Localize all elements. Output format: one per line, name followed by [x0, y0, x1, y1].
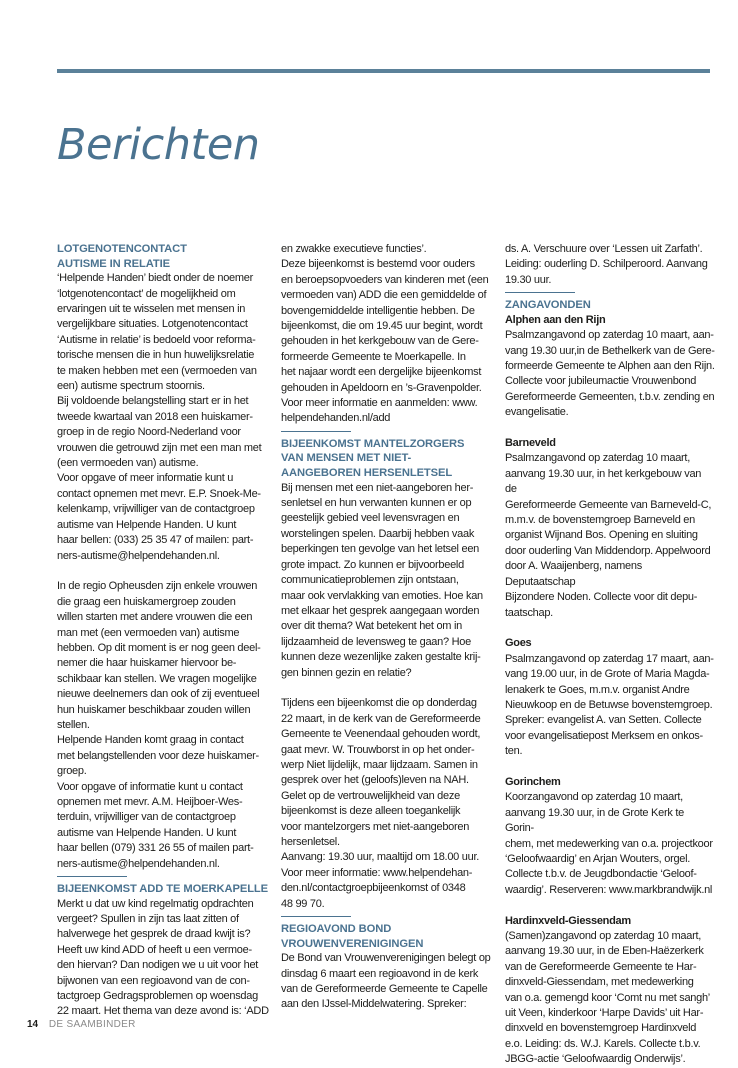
- heading-regioavond: REGIOAVOND BOND VROUWENVERENIGINGEN: [281, 923, 424, 950]
- page-number: 14: [27, 1019, 39, 1030]
- article-paragraph: Psalmzangavond op zaterdag 17 maart, aan- vang 19.00 uur, in de Grote of Maria Magda- lenakerk te Goes, m.m.v. organist Andre Nieuwkoop en de Betuwse bovenstemgroep. Spreker: evangelist A. van Setten. Collecte voor evangelisatiepost Merksem en onkos- ten.: [505, 652, 714, 758]
- article-paragraph: (Samen)zangavond op zaterdag 10 maart, aanvang 19.30 uur, in de Eben-Haëzerkerk van de Gereformeerde Gemeente te Har- dinxveld-Giessendam, met medewerking van o.a. gemengd koor ‘Comt nu met sangh’ uit Veen, kinderkoor ‘Harpe Davids’ uit Har- dinxveld en bovenstemgroep Hardinxveld e.o. Leiding: ds. W.J. Karels. Collecte t.b.v. JBGG-actie ‘Geloofwaardig Onderwijs’.: [505, 930, 710, 1066]
- page-footer: [27, 1019, 136, 1030]
- article-paragraph: De Bond van Vrouwenverenigingen belegt op dinsdag 6 maart een regioavond in de kerk van de Gereformeerde Gemeente te Capelle aan den IJssel-Middelwatering. Spreker:: [281, 952, 491, 1011]
- page-title: Berichten: [57, 120, 260, 170]
- heading-mantelzorgers: BIJEENKOMST MANTELZORGERS VAN MENSEN MET NIET- AANGEBOREN HERSENLETSEL: [281, 437, 465, 480]
- column-3: [505, 242, 715, 1068]
- section-divider: [281, 431, 351, 432]
- article-paragraph: Psalmzangavond op zaterdag 10 maart, aan- vang 19.30 uur,in de Bethelkerk van de Gere- formeerde Gemeente te Alphen aan den Rijn. Collecte voor jubileumactie Vrouwenbond Gereformeerde Gemeenten, t.b.v. zending en evangelisatie.: [505, 329, 715, 419]
- top-rule: [57, 69, 710, 73]
- article-paragraph: ‘Helpende Handen’ biedt onder de noemer ‘lotgenotencontact’ de mogelijkheid om ervaringen uit te wisselen met mensen in vergelijkbare situaties. Lotgenotencontact ‘Autisme in relatie’ is bedoeld voor reforma- torische mensen die in hun huwelijksrelatie te maken hebben met een (vermoeden van een) autisme spectrum stoornis. Bij voldoende belangstelling start er in het tweede kwartaal van 2018 een huiskamer- groep in de regio Noord-Nederland voor vrouwen die getrouwd zijn met een man met (een vermoeden van) autisme. Voor opgave of meer informatie kunt u contact opnemen met mevr. E.P. Snoek-Me- kelenkamp, vrijwilliger van de contactgroep autisme van Helpende Handen. U kunt haar bellen: (033) 25 35 47 of mailen: part- ners-autisme@helpendehanden.nl.: [57, 272, 262, 562]
- column-1: [57, 242, 277, 1020]
- section-divider: [505, 292, 575, 293]
- heading-zangavonden: ZANGAVONDEN: [505, 299, 591, 312]
- heading-lotgenotencontact: LOTGENOTENCONTACT AUTISME IN RELATIE: [57, 243, 187, 270]
- heading-add-moerkapelle: BIJEENKOMST ADD TE MOERKAPELLE: [57, 883, 269, 896]
- article-paragraph: Merkt u dat uw kind regelmatig opdrachten vergeet? Spullen in zijn tas laat zitten of halverwege het gesprek de draad kwijt is? Heeft uw kind ADD of heeft u een vermoe- den hiervan? Dan nodigen we u uit voor het bijwonen van een regioavond van de con- tactgroep Gedragsproblemen op woensdag 22 maart. Het thema van deze avond is: ‘ADD: [57, 897, 269, 1018]
- subheading-barneveld: Barneveld: [505, 437, 556, 450]
- article-paragraph: en zwakke executieve functies’. Deze bijeenkomst is bestemd voor ouders en beroepsopvoeders van kinderen met (een vermoeden van) ADD die een gemiddelde of bovengemiddelde intelligentie hebben. De bijeenkomst, die om 19.45 uur begint, wordt gehouden in het kerkgebouw van de Gere- formeerde Gemeente te Moerkapelle. In het najaar wordt een dergelijke bijeenkomst gehouden in Apeldoorn en ’s-Gravenpolder. Voor meer informatie en aanmelden: www. helpendehanden.nl/add: [281, 243, 489, 425]
- article-paragraph: ds. A. Verschuure over ‘Lessen uit Zarfath’. Leiding: ouderling D. Schilperoord. Aanvang 19.30 uur.: [505, 243, 708, 286]
- article-paragraph: Psalmzangavond op zaterdag 10 maart, aanvang 19.30 uur, in het kerkgebouw van de Gereformeerde Gemeente van Barneveld-C, m.m.v. de bovenstemgroep Barneveld en organist Wijnand Bos. Opening en sluiting door ouderling Van Middendorp. Appelwoord door A. Waaijenberg, namens Deputaatschap Bijzondere Noden. Collecte voor dit depu- taatschap.: [505, 452, 712, 619]
- subheading-alphen: Alphen aan den Rijn: [505, 313, 606, 326]
- section-divider: [281, 916, 351, 917]
- subheading-goes: Goes: [505, 637, 532, 650]
- magazine-name: DE SAAMBINDER: [48, 1019, 136, 1030]
- article-paragraph: Koorzangavond op zaterdag 10 maart, aanvang 19.30 uur, in de Grote Kerk te Gorin- chem, met medewerking van o.a. projectkoor ‘Geloofwaardig’ en Arjan Wouters, orgel. Collecte t.b.v. de Jeugdbondactie ‘Geloof- waardig’. Reserveren: www.markbrandwijk.nl: [505, 791, 713, 896]
- column-2: [281, 242, 493, 1013]
- subheading-gorinchem: Gorinchem: [505, 775, 561, 788]
- subheading-hardinxveld: Hardinxveld-Giessendam: [505, 914, 631, 927]
- article-paragraph: In de regio Opheusden zijn enkele vrouwen die graag een huiskamergroep zouden willen starten met andere vrouwen die een man met (een vermoeden van) autisme hebben. Op dit moment is er nog geen deel- nemer die haar huiskamer hiervoor be- schikbaar kan stellen. We vragen mogelijke nieuwe deelnemers dan ook of zij eventueel hun huiskamer beschikbaar zouden willen stellen. Helpende Handen komt graag in contact met belangstellenden voor deze huiskamer- groep. Voor opgave of informatie kunt u contact opnemen met mevr. A.M. Heijboer-Wes- terduin, vrijwilliger van de contactgroep autisme van Helpende Handen. U kunt haar bellen (079) 331 26 55 of mailen part- ners-autisme@helpendehanden.nl.: [57, 580, 261, 870]
- article-paragraph: Tijdens een bijeenkomst die op donderdag 22 maart, in de kerk van de Gereformeerde Gemeente te Veenendaal gehouden wordt, gaat mevr. W. Trouwborst in op het onder- werp Niet lijdelijk, maar lijdzaam. Samen in gesprek over het (geloofs)leven na NAH. Gelet op de vertrouwelijkheid van deze bijeenkomst is deze alleen toegankelijk voor mantelzorgers met niet-aangeboren hersenletsel. Aanvang: 19.30 uur, maaltijd om 18.00 uur. Voor meer informatie: www.helpendehan- den.nl/contactgroepbijeenkomst of 0348 48 99 70.: [281, 697, 481, 910]
- article-paragraph: Bij mensen met een niet-aangeboren her- senletsel en hun verwanten kunnen er op geestelijk gebied veel levensvragen en worstelingen spelen. Daarbij hebben vaak beperkingen ten gevolge van het letsel een grote impact. Zo kunnen er bijvoorbeeld communicatieproblemen zijn ontstaan, maar ook vervlakking van emoties. Hoe kan met elkaar het gesprek aangegaan worden over dit thema? Wat betekent het om in lijdzaamheid de levensweg te gaan? Hoe kunnen deze wezenlijke zaken gestalte krij- gen binnen gezin en relatie?: [281, 481, 483, 679]
- section-divider: [57, 876, 127, 877]
